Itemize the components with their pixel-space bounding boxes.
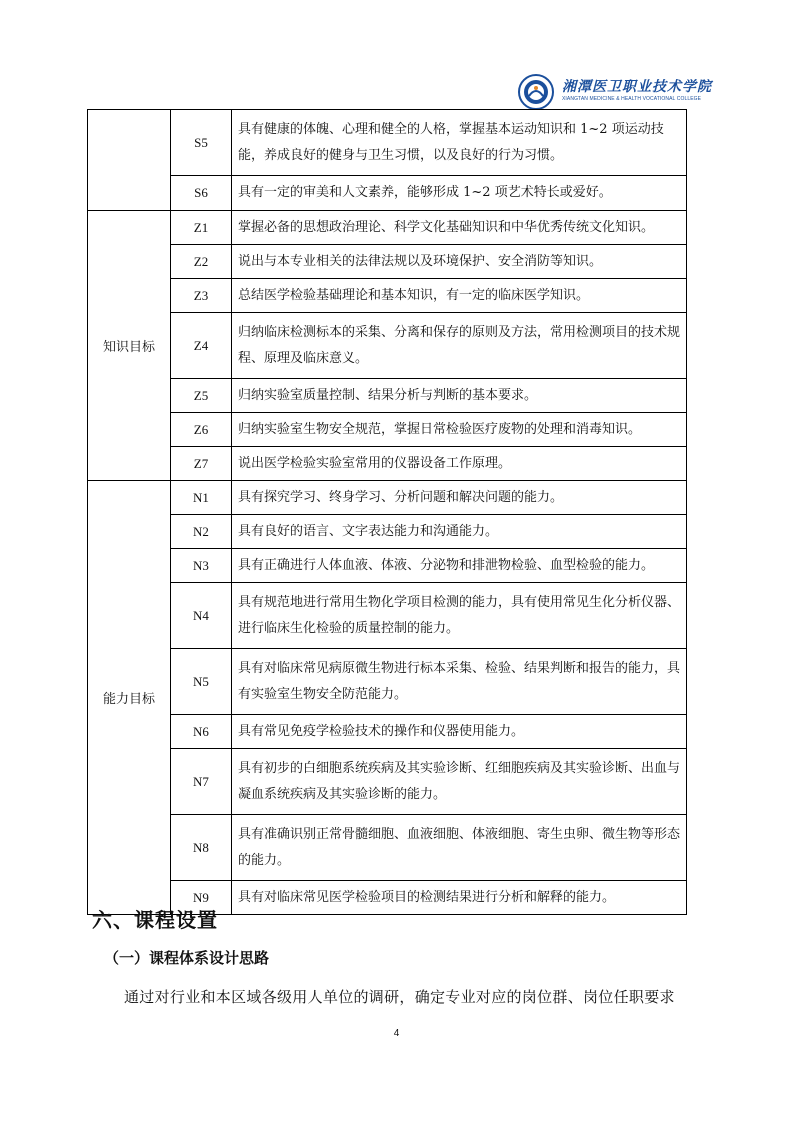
code-cell: Z5 [171,379,232,413]
description-cell: 说出医学检验实验室常用的仪器设备工作原理。 [232,447,687,481]
table-row [88,279,687,313]
description-cell: 具有良好的语言、文字表达能力和沟通能力。 [232,515,687,549]
code-cell: N6 [171,715,232,749]
table-row [88,649,687,715]
code-cell: N7 [171,749,232,815]
college-logo [518,74,712,114]
description-cell: 归纳实验室质量控制、结果分析与判断的基本要求。 [232,379,687,413]
table-row [88,176,687,211]
goals-table [87,109,687,915]
section-subheading: （一）课程体系设计思路 [104,949,270,967]
college-emblem-icon [518,74,554,110]
code-cell: N9 [171,881,232,915]
code-cell: N5 [171,649,232,715]
section-heading: 六、课程设置 [92,908,218,932]
table-row [88,110,687,176]
description-cell: 具有对临床常见病原微生物进行标本采集、检验、结果判断和报告的能力，具有实验室生物安全防范能力。 [232,649,687,715]
page-number: 4 [393,1028,400,1039]
table-row [88,245,687,279]
table-row [88,715,687,749]
college-name-english: XIANGTAN MEDICINE & HEALTH VOCATIONAL COLLEGE [562,96,702,102]
description-cell: 具有规范地进行常用生物化学项目检测的能力，具有使用常见生化分析仪器、进行临床生化检验的质量控制的能力。 [232,583,687,649]
table-row [88,515,687,549]
table-row [88,447,687,481]
table-row [88,211,687,245]
category-cell [88,110,171,211]
code-cell: Z3 [171,279,232,313]
code-cell: N3 [171,549,232,583]
table-row [88,481,687,515]
description-cell: 归纳临床检测标本的采集、分离和保存的原则及方法，常用检测项目的技术规程、原理及临床意义。 [232,313,687,379]
code-cell: N4 [171,583,232,649]
code-cell: Z7 [171,447,232,481]
code-cell: Z2 [171,245,232,279]
description-cell: 掌握必备的思想政治理论、科学文化基础知识和中华优秀传统文化知识。 [232,211,687,245]
table-row [88,583,687,649]
category-cell-knowledge: 知识目标 [88,211,171,481]
table-row [88,379,687,413]
code-cell: N8 [171,815,232,881]
description-cell: 具有探究学习、终身学习、分析问题和解决问题的能力。 [232,481,687,515]
description-cell: 具有常见免疫学检验技术的操作和仪器使用能力。 [232,715,687,749]
category-cell-ability: 能力目标 [88,481,171,915]
description-cell: 具有正确进行人体血液、体液、分泌物和排泄物检验、血型检验的能力。 [232,549,687,583]
table-row [88,413,687,447]
description-cell: 具有准确识别正常骨髓细胞、血液细胞、体液细胞、寄生虫卵、微生物等形态的能力。 [232,815,687,881]
table-row [88,549,687,583]
table-row [88,749,687,815]
table-row [88,313,687,379]
body-paragraph: 通过对行业和本区域各级用人单位的调研，确定专业对应的岗位群、岗位任职要求 [124,988,675,1006]
code-cell: S5 [171,110,232,176]
table-row [88,815,687,881]
description-cell: 具有一定的审美和人文素养，能够形成 1~2 项艺术特长或爱好。 [232,176,687,211]
code-cell: Z6 [171,413,232,447]
description-cell: 归纳实验室生物安全规范，掌握日常检验医疗废物的处理和消毒知识。 [232,413,687,447]
code-cell: Z1 [171,211,232,245]
description-cell: 具有健康的体魄、心理和健全的人格，掌握基本运动知识和 1~2 项运动技能，养成良好的健身与卫生习惯，以及良好的行为习惯。 [232,110,687,176]
description-cell: 具有初步的白细胞系统疾病及其实验诊断、红细胞疾病及其实验诊断、出血与凝血系统疾病及其实验诊断的能力。 [232,749,687,815]
code-cell: N2 [171,515,232,549]
code-cell: N1 [171,481,232,515]
college-name: 湘潭医卫职业技术学院 [562,79,712,95]
code-cell: Z4 [171,313,232,379]
description-cell: 具有对临床常见医学检验项目的检测结果进行分析和解释的能力。 [232,881,687,915]
code-cell: S6 [171,176,232,211]
description-cell: 总结医学检验基础理论和基本知识，有一定的临床医学知识。 [232,279,687,313]
description-cell: 说出与本专业相关的法律法规以及环境保护、安全消防等知识。 [232,245,687,279]
